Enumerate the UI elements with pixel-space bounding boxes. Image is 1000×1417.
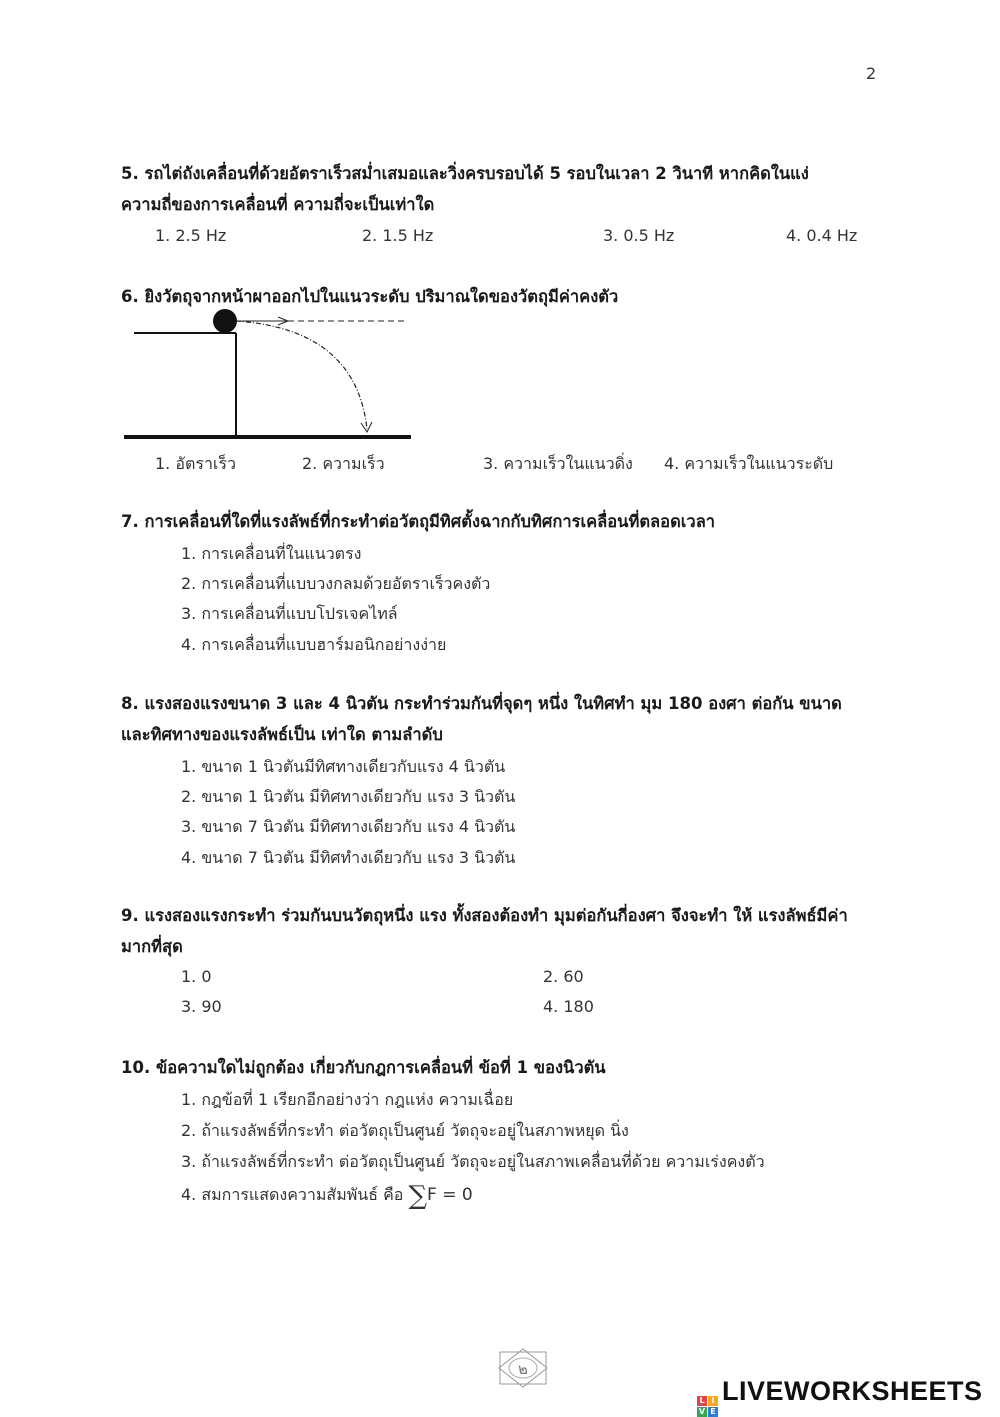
q7-option-3[interactable]: 3. การเคลื่อนที่แบบโปรเจคไทล์ bbox=[181, 604, 398, 623]
page-ornament-logo bbox=[497, 1348, 549, 1388]
q8-option-4[interactable]: 4. ขนาด 7 นิวตัน มีทิศทำงเดียวกับ แรง 3 นิวตัน bbox=[181, 848, 516, 867]
q10-option-3[interactable]: 3. ถ้าแรงลัพธ์ที่กระทำ ต่อวัตถุเป็นศูนย์ วัตถุจะอยู่ในสภาพเคลื่อนที่ด้วย ความเร่งคงตัว bbox=[181, 1152, 765, 1171]
q10-option-2[interactable]: 2. ถ้าแรงลัพธ์ที่กระทำ ต่อวัตถุเป็นศูนย์ วัตถุจะอยู่ในสภาพหยุด นิ่ง bbox=[181, 1121, 629, 1140]
projectile-cliff-diagram bbox=[120, 305, 420, 450]
q9-option-4[interactable]: 4. 180 bbox=[543, 997, 594, 1016]
q5-option-3[interactable]: 3. 0.5 Hz bbox=[603, 226, 675, 245]
q6-option-1[interactable]: 1. อัตราเร็ว bbox=[155, 454, 236, 473]
brand-wordmark: LIVEWORKSHEETS bbox=[722, 1376, 983, 1406]
q6-option-3[interactable]: 3. ความเร็วในแนวดิ่ง bbox=[483, 454, 633, 473]
question-7-line-1: 7. การเคลื่อนที่ใดที่แรงลัพธ์ที่กระทำต่อวัตถุมีทิศตั้งฉากกับทิศการเคลื่อนที่ตลอดเวลา bbox=[121, 512, 716, 531]
question-5-line-1: 5. รถไต่ถังเคลื่อนที่ด้วยอัตราเร็วสม่ำเสมอและวิ่งครบรอบได้ 5 รอบในเวลา 2 วินาที หากคิดในแง่ bbox=[121, 164, 809, 183]
q5-option-1[interactable]: 1. 2.5 Hz bbox=[155, 226, 227, 245]
q8-option-2[interactable]: 2. ขนาด 1 นิวตัน มีทิศทางเดียวกับ แรง 3 นิวตัน bbox=[181, 787, 516, 806]
liveworksheets-brand bbox=[697, 1376, 983, 1417]
tile-letter-e: E bbox=[708, 1407, 718, 1417]
projectile-ball bbox=[213, 309, 237, 333]
live-tile-logo bbox=[697, 1396, 718, 1417]
question-9-line-2: มากที่สุด bbox=[121, 937, 183, 956]
q9-option-1[interactable]: 1. 0 bbox=[181, 967, 212, 986]
q7-option-1[interactable]: 1. การเคลื่อนที่ในแนวตรง bbox=[181, 544, 362, 563]
q7-option-2[interactable]: 2. การเคลื่อนที่แบบวงกลมด้วยอัตราเร็วคงตัว bbox=[181, 574, 491, 593]
question-8-line-2: และทิศทางของแรงลัพธ์เป็น เท่าใด ตามลำดับ bbox=[121, 725, 443, 744]
question-6-line-1: 6. ยิงวัตถุจากหน้าผาออกไปในแนวระดับ ปริมาณใดของวัตถุมีค่าคงตัว bbox=[121, 287, 619, 306]
tile-letter-i: I bbox=[708, 1396, 718, 1406]
q6-option-2[interactable]: 2. ความเร็ว bbox=[302, 454, 385, 473]
q10-option-4-prefix: 4. สมการแสดงความสัมพันธ์ คือ bbox=[181, 1185, 404, 1204]
q8-option-1[interactable]: 1. ขนาด 1 นิวตันมีทิศทางเดียวกับแรง 4 นิวตัน bbox=[181, 757, 506, 776]
tile-letter-v: V bbox=[698, 1407, 706, 1416]
q5-option-2[interactable]: 2. 1.5 Hz bbox=[362, 226, 434, 245]
q10-option-4[interactable] bbox=[181, 1181, 473, 1211]
sigma-symbol: ∑ bbox=[408, 1181, 428, 1211]
tile-letter-l: L bbox=[697, 1396, 707, 1406]
q7-option-4[interactable]: 4. การเคลื่อนที่แบบฮาร์มอนิกอย่างง่าย bbox=[181, 635, 447, 654]
equation-f-equals-zero: F = 0 bbox=[427, 1185, 473, 1205]
q9-option-3[interactable]: 3. 90 bbox=[181, 997, 222, 1016]
trajectory-curve bbox=[236, 321, 367, 429]
q9-option-2[interactable]: 2. 60 bbox=[543, 967, 584, 986]
q8-option-3[interactable]: 3. ขนาด 7 นิวตัน มีทิศทางเดียวกับ แรง 4 นิวตัน bbox=[181, 817, 516, 836]
q5-option-4[interactable]: 4. 0.4 Hz bbox=[786, 226, 858, 245]
q10-option-1[interactable]: 1. กฎข้อที่ 1 เรียกอีกอย่างว่า กฎแห่ง ความเฉื่อย bbox=[181, 1090, 514, 1109]
q6-option-4[interactable]: 4. ความเร็วในแนวระดับ bbox=[664, 454, 834, 473]
question-9-line-1: 9. แรงสองแรงกระทำ ร่วมกันบนวัตถุหนึ่ง แรง ทั้งสองต้องทำ มุมต่อกันกี่องศา จึงจะทำ ให้ แรงลัพธ์มีค่า bbox=[121, 906, 848, 925]
question-10-line-1: 10. ข้อความใดไม่ถูกต้อง เกี่ยวกับกฎการเคลื่อนที่ ข้อที่ 1 ของนิวตัน bbox=[121, 1058, 606, 1077]
page-number: 2 bbox=[866, 64, 877, 83]
question-5-line-2: ความถี่ของการเคลื่อนที่ ความถี่จะเป็นเท่าใด bbox=[121, 195, 435, 214]
thai-page-numeral: ๒ bbox=[518, 1360, 528, 1378]
question-8-line-1: 8. แรงสองแรงขนาด 3 และ 4 นิวตัน กระทำร่วมกันที่จุดๆ หนึ่ง ในทิศทำ มุม 180 องศา ต่อกัน ขนาด bbox=[121, 694, 842, 713]
